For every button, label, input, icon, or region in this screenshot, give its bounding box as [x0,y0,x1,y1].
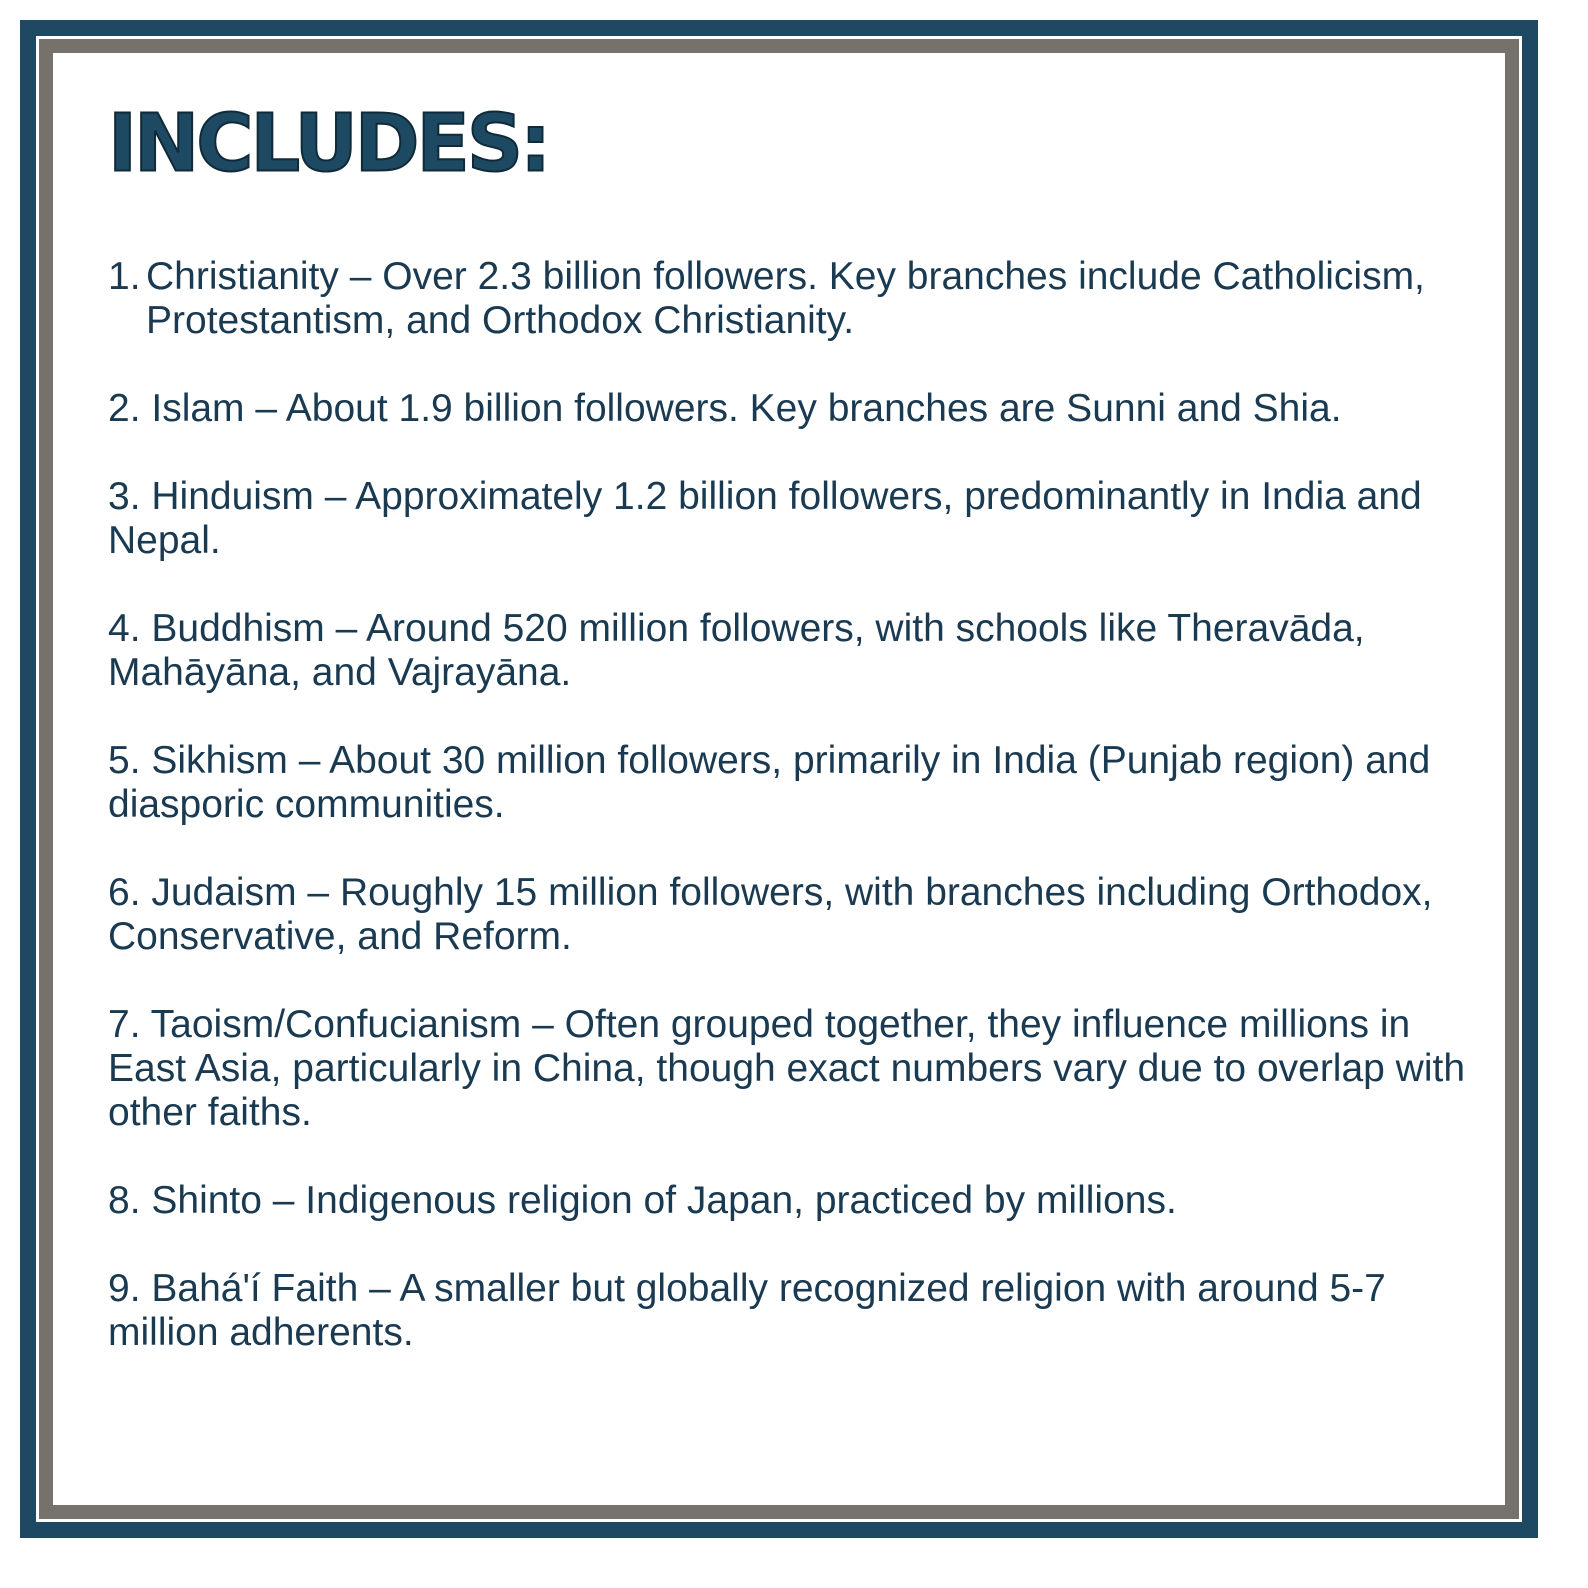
list-item: 6. Judaism – Roughly 15 million followers, with branches including Orthodox, Conservative, and Reform. [108,871,1433,958]
list-item: 8. Shinto – Indigenous religion of Japan, practiced by millions. [108,1179,1177,1222]
religion-list [108,255,1468,1399]
list-item: 2. Islam – About 1.9 billion followers. Key branches are Sunni and Shia. [108,387,1342,430]
list-item: 5. Sikhism – About 30 million followers, primarily in India (Punjab region) and diasporic communities. [108,739,1431,826]
list-item: 7. Taoism/Confucianism – Often grouped together, they influence millions in East Asia, particularly in China, though exact numbers vary due to overlap with other faiths. [108,1003,1466,1134]
list-item: 9. Bahá'í Faith – A smaller but globally recognized religion with around 5-7 million adherents. [108,1267,1386,1354]
list-item-text: Christianity – Over 2.3 billion followers. Key branches include Catholicism, Protestantism, and Orthodox Christianity. [146,255,1425,342]
list-item: 3. Hinduism – Approximately 1.2 billion followers, predominantly in India and Nepal. [108,475,1422,562]
list-item [108,255,1468,343]
list-item: 4. Buddhism – Around 520 million followers, with schools like Theravāda, Mahāyāna, and Vajrayāna. [108,607,1365,694]
list-item-number: 1. [108,255,141,298]
page-title: INCLUDES: [108,97,549,190]
